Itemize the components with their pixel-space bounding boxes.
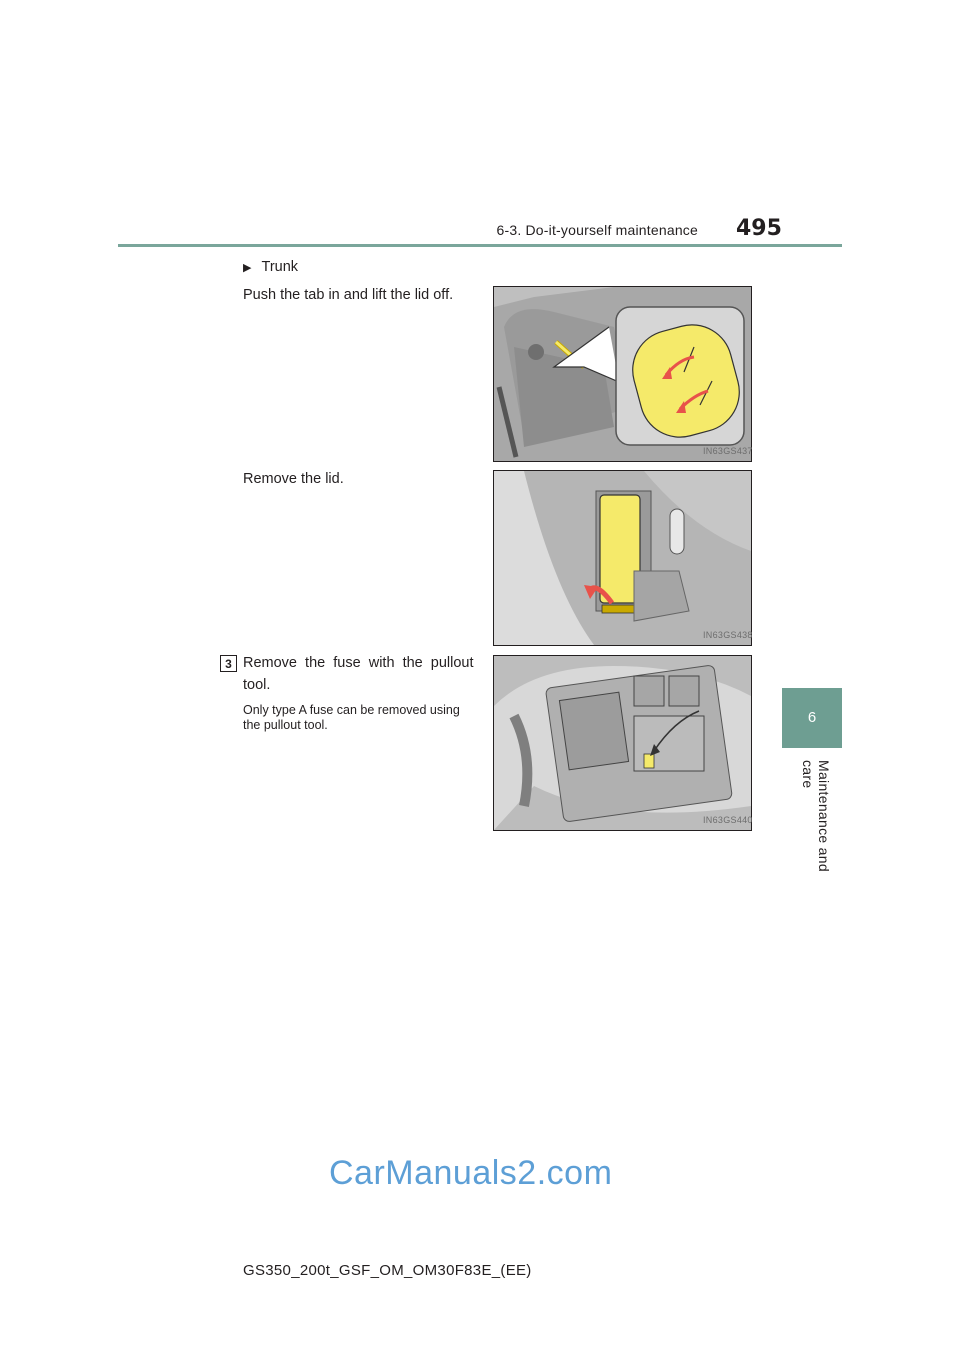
step3-text — [243, 652, 481, 696]
figure-fuse-pullout — [493, 655, 752, 831]
page-number: 495 — [736, 216, 782, 241]
bullet-heading — [243, 256, 298, 279]
step-remove-lid: Remove the lid. — [243, 471, 344, 487]
step3-note-line2: the pullout tool. — [243, 718, 328, 732]
step3-note — [243, 703, 488, 733]
step-number-badge: 3 — [220, 655, 237, 672]
chapter-tab: 6 — [782, 688, 842, 748]
figure-code-2: IN63GS438 — [703, 630, 753, 640]
footer-doc-code: GS350_200t_GSF_OM_OM30F83E_(EE) — [243, 1262, 532, 1279]
header-rule — [118, 244, 842, 247]
figure-trunk-lid — [493, 286, 752, 462]
watermark-text: CarManuals2.com — [329, 1154, 613, 1192]
bullet-heading-text: Trunk — [261, 259, 299, 275]
chapter-title-text: Maintenance and care — [800, 760, 832, 872]
figure-code-3: IN63GS440 — [703, 815, 753, 825]
step3-note-line1: Only type A fuse can be removed using — [243, 703, 460, 717]
chapter-side-title — [782, 760, 842, 900]
figure-remove-lid — [493, 470, 752, 646]
section-title: 6-3. Do-it-yourself maintenance — [496, 222, 698, 238]
step3-text-line2: tool. — [243, 677, 271, 693]
triangle-bullet-icon: ▶ — [243, 262, 252, 274]
step3-text-line1: Remove the fuse with the pullout — [243, 655, 474, 671]
step-push-tab: Push the tab in and lift the lid off. — [243, 287, 454, 303]
figure-code-1: IN63GS437 — [703, 446, 753, 456]
